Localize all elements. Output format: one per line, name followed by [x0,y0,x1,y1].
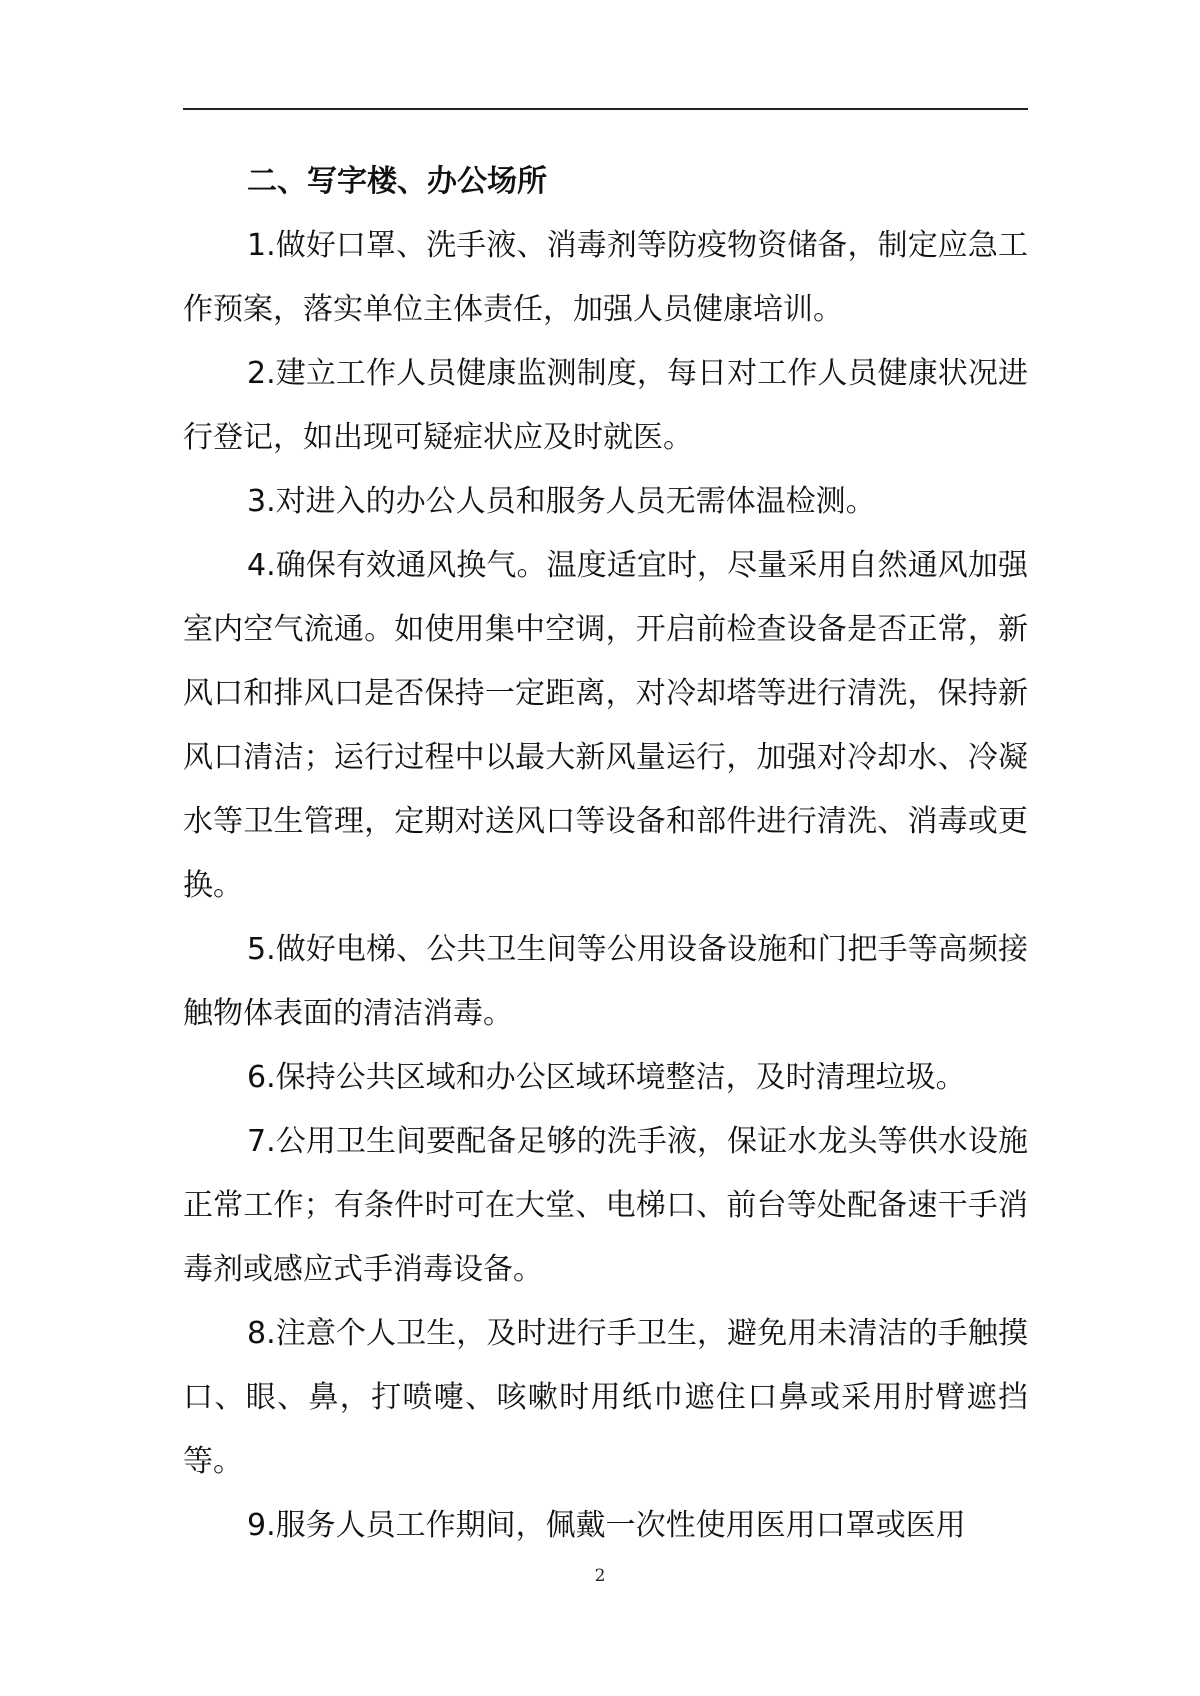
paragraph-8: 8.注意个人卫生，及时进行手卫生，避免用未清洁的手触摸口、眼、鼻，打喷嚏、咳嗽时用纸巾遮住口鼻或采用肘臂遮挡等。 [183,1316,1028,1479]
document-body [183,150,1028,1558]
paragraph-7: 7.公用卫生间要配备足够的洗手液，保证水龙头等供水设施正常工作；有条件时可在大堂、电梯口、前台等处配备速干手消毒剂或感应式手消毒设备。 [183,1124,1028,1287]
page-number: 2 [594,1566,606,1586]
section-heading: 二、写字楼、办公场所 [247,164,547,199]
paragraph-9: 9.服务人员工作期间，佩戴一次性使用医用口罩或医用 [247,1508,966,1543]
header-rule [183,108,1028,110]
paragraph-5: 5.做好电梯、公共卫生间等公用设备设施和门把手等高频接触物体表面的清洁消毒。 [183,932,1028,1031]
paragraph-4: 4.确保有效通风换气。温度适宜时，尽量采用自然通风加强室内空气流通。如使用集中空调，开启前检查设备是否正常，新风口和排风口是否保持一定距离，对冷却塔等进行清洗，保持新风口清洁；运行过程中以最大新风量运行，加强对冷却水、冷凝水等卫生管理，定期对送风口等设备和部件进行清洗、消毒或更换。 [183,548,1028,903]
paragraph-1: 1.做好口罩、洗手液、消毒剂等防疫物资储备，制定应急工作预案，落实单位主体责任，加强人员健康培训。 [183,228,1028,327]
paragraph-3: 3.对进入的办公人员和服务人员无需体温检测。 [247,484,876,519]
paragraph-6: 6.保持公共区域和办公区域环境整洁，及时清理垃圾。 [247,1060,966,1095]
paragraph-2: 2.建立工作人员健康监测制度，每日对工作人员健康状况进行登记，如出现可疑症状应及时就医。 [183,356,1028,455]
